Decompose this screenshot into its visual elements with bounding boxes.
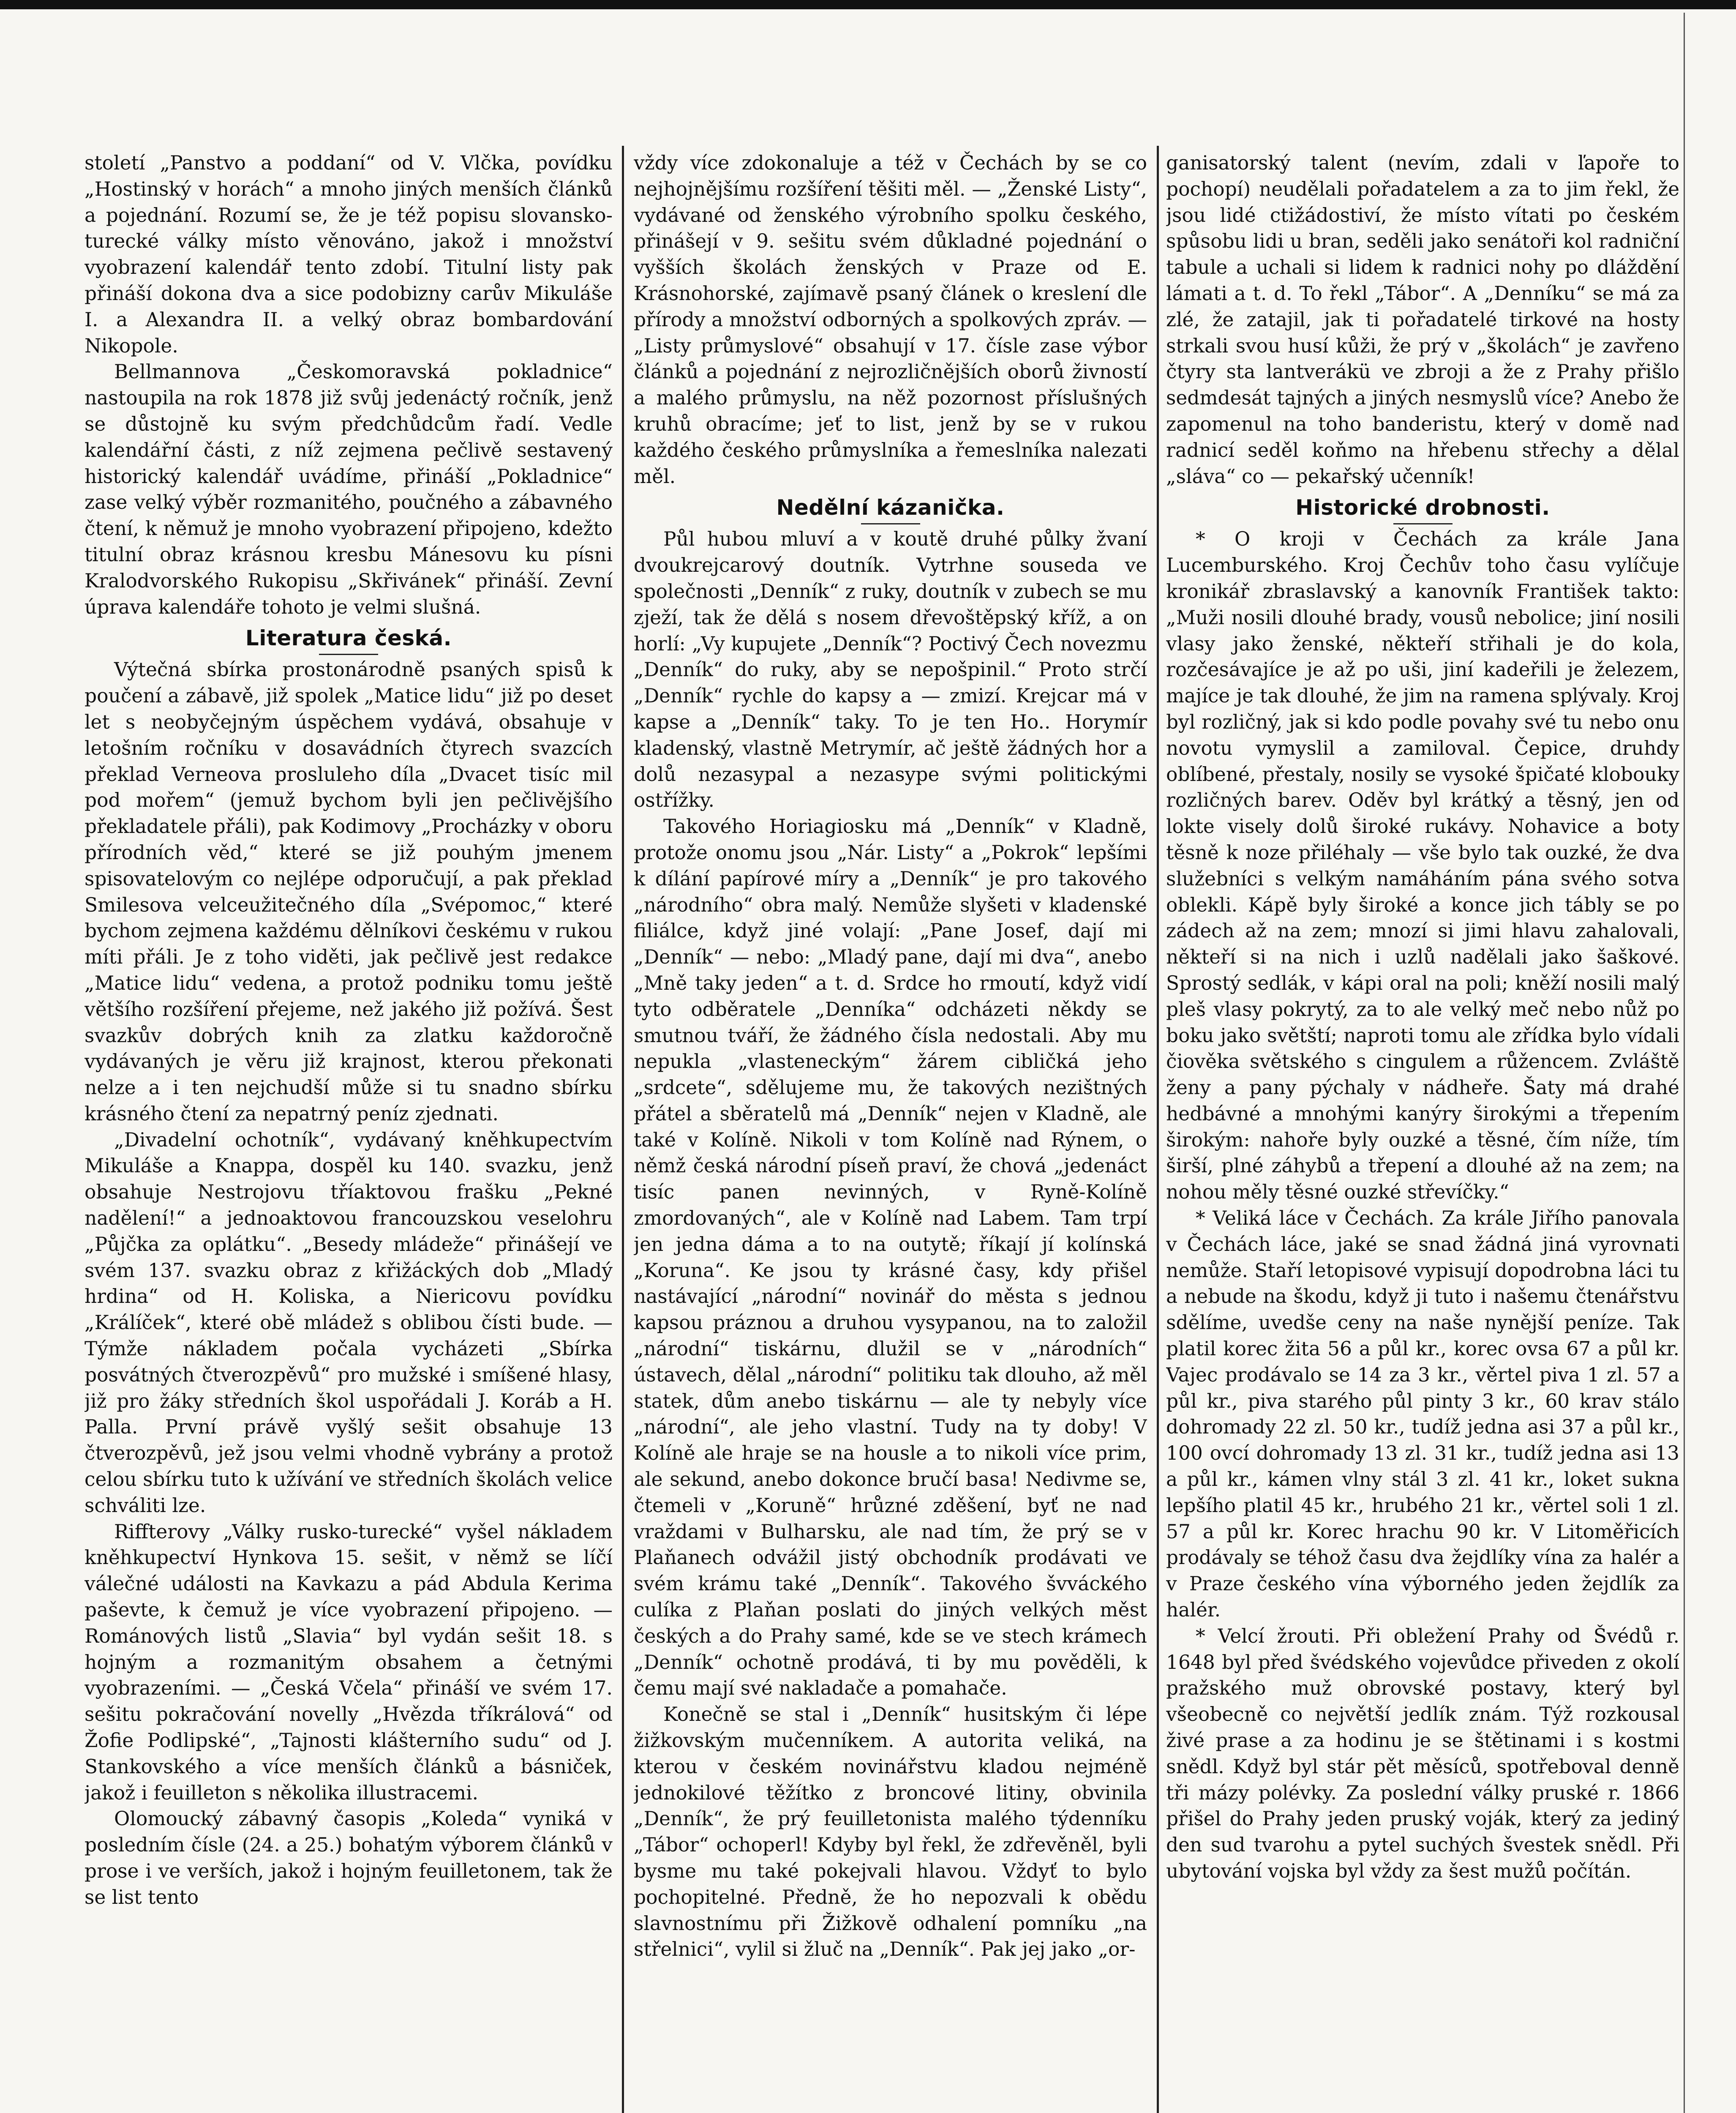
- heading-divider: [1393, 523, 1453, 524]
- article-text: Takového Horiagiosku má „Denník“ v Kladně, protože onomu jsou „Nár. Listy“ a „Pokrok“ lepšími k dílání papírové míry a „Denník“ je pro takového „národního“ obra malý. Nemůže slyšeti v kladenské filiálce, když jiné volají: „Pane Josef, dají mi „Denník“ — nebo: „Mladý pane, dají mi dva“, anebo „Mně taky jeden“ a t. d. Srdce ho rmoutí, když vidí tyto odběratele „Denníka“ odcházeti někdy se smutnou tváří, že žádného čísla nedostali. Aby mu nepukla „vlasteneckým“ žárem cibličká jeho „srdcete“, sdělujeme mu, že takových nezištných přátel a sběratelů má „Denník“ nejen v Kladně, ale také v Kolíně. Nikoli v tom Kolíně nad Rýnem, o němž česká národní píseň praví, že chová „jedenáct tisíc panen nevinných, v Ryně-Kolíně zmordovaných“, ale v Kolíně nad Labem. Tam trpí jen jedna dáma a to na outytě; říkají jí kolínská „Koruna“. Ke jsou ty krásné časy, kdy přišel nastávající „národní“ novinář do města s jednou kapsou práznou a druhou vysypanou, na to založil „národní“ tiskárnu, dlužil se v „národních“ ústavech, dělal „národní“ politiku tak dlouho, až měl statek, dům anebo tiskárnu — ale ty nebyly více „národní“, ale jeho vlastní. Tudy na ty doby! V Kolíně ale hraje se na housle a to nikoli více prim, ale sekund, anebo dokonce bručí basa! Nedivme se, čtemeli v „Koruně“ hrůzné zděšení, byť ne nad vraždami v Bulharsku, ale nad tím, že prý se v Plaňanech odvážil jistý obchodník prodávati ve svém krámu také „Denník“. Takového švváckého culíka z Plaňan poslati do jiných velkých měst českých a do Prahy samé, kde se ve stech krámech „Denník“ ochotně prodává, ti by mu pověděli, k čemu mají své nakladače a pomahače.: [634, 815, 1147, 1700]
- article-text: Půl hubou mluví a v koutě druhé půlky žvaní dvoukrejcarový doutník. Vytrhne souseda ve společnosti „Denník“ z ruky, doutník v zubech se mu zježí, tak že dělá s nosem dřevoštěpský kříž, a on horlí: „Vy kupujete „Denník“? Poctivý Čech novezmu „Denník“ do ruky, aby se nepošpinil.“ Proto strčí „Denník“ rychle do kapsy a — zmizí. Krejcar má v kapse a „Denník“ taky. To je ten Ho.. Horymír kladenský, vlastně Metrymír, ač ještě žádných hor a dolů nezasypal a nezasype svými politickými ostřížky.: [634, 528, 1147, 812]
- article-text: Výtečná sbírka prostonárodně psaných spisů k poučení a zábavě, již spolek „Matice lidu“ již po deset let s neobyčejným úspěchem vydává, obsahuje v letošním ročníku v dosavádních čtyrech svazcích překlad Verneova prosluleho díla „Dvacet tisíc mil pod mořem“ (jemuž bychom byli jen pečlivějšího překladatele přáli), pak Kodimovy „Procházky v oboru přírodních věd,“ které se již pouhým jmenem spisovatelovým co nejlépe odporučují, a pak překlad Smilesova velceužitečného díla „Svépomoc,“ které bychom zejmena každému dělníkovi českému v rukou míti přáli. Je z toho viděti, jak pečlivě jest redakce „Matice lidu“ vedena, a protož podniku tomu ještě většího rozšíření přejeme, než jakého již požívá. Šest svazkův dobrých knih za zlatku každoročně vydávaných je věru již krajnost, kterou překonati nelze a i ten nejchudší může si tu snadno sbírku krásného čtení za nepatrný peníz zjednati.: [84, 658, 613, 1125]
- article-text: Olomoucký zábavný časopis „Koleda“ vyniká v posledním čísle (24. a 25.) bohatým výborem článků v prose i ve verších, jakož i hojným feuilletonem, tak že se list tento: [84, 1807, 613, 1908]
- section-heading: Nedělní kázanička.: [776, 495, 1005, 520]
- article-text: Riffterovy „Války rusko-turecké“ vyšel nákladem kněhkupectví Hynkova 15. sešit, v němž se líčí válečné události na Kavkazu a pád Abdula Kerima paševte, k čemuž je více vyobrazení připojeno. — Románových listů „Slavia“ byl vydán sešit 18. s hojným a rozmanitým obsahem a četnými vyobrazeními. — „Česká Včela“ přináší ve svém 17. sešitu pokračování novelly „Hvězda tříkrálová“ od Žofie Podlipské“, „Tajnosti klášterního sudu“ od J. Stankovského a více menších článků a básniček, jakož i feuilleton s několika illustracemi.: [84, 1520, 613, 1804]
- page-edge: [1684, 13, 1685, 2113]
- column-rule: [1157, 146, 1159, 2113]
- column-right: [1166, 150, 1679, 2113]
- top-edge: [0, 0, 1736, 9]
- column-left: [84, 150, 613, 2113]
- article-text: * Veliká láce v Čechách. Za krále Jiřího panovala v Čechách láce, jaké se snad žádná jiná vyrovnati nemůže. Staří letopisové vypisují dopodrobna láci tu a nebude na škodu, když ji tuto i našemu čtenářstvu sdělíme, uvedše ceny na naše nynější peníze. Tak platil korec žita 56 a půl kr., korec ovsa 67 a půl kr. Vajec prodávalo se 14 za 3 kr., věrtel piva 1 zl. 57 a půl kr., piva starého půl pinty 3 kr., 60 krav stálo dohromady 22 zl. 50 kr., tudíž jedna asi 37 a půl kr., 100 ovcí dohromady 13 zl. 31 kr., tudíž jedna asi 13 a půl kr., kámen vlny stál 3 zl. 41 kr., loket sukna lepšího platil 45 kr., hrubého 21 kr., věrtel soli 1 zl. 57 a půl kr. Korec hrachu 90 kr. V Litoměřicích prodávaly se téhož času dva žejdlíky vína za halér a v Praze českého vína výborného jeden žejdlík za halér.: [1166, 1207, 1679, 1622]
- article-text: * O kroji v Čechách za krále Jana Lucemburského. Kroj Čechův toho času vylíčuje kronikář zbraslavský a kanovník František takto: „Muži nosili dlouhé brady, vousů nebolice; jiní nosili vlasy jako ženské, někteří střihali je do kola, rozčesávajíce je až po uši, jiní kadeřili je železem, majíce je tak dlouhé, že jim na ramena splývaly. Kroj byl rozličný, jak si kdo podle povahy své tu nebo onu novotu vymyslil a zamiloval. Čepice, druhdy oblíbené, přestaly, nosily se vysoké špičaté klobouky rozličných barev. Oděv byl krátký a těsný, jen od lokte visely dolů široké rukávy. Nohavice a boty těsně k noze přiléhaly — vše bylo tak ouzké, že dva služebníci s velkým namáháním pána svého sotva oblekli. Kápě byly široké a konce jich tábly se po zádech až na zem; mnozí si jimi hlavu zahalovali, někteří si na nich i uzlů nadělali jako šaškové. Sprostý sedlák, v kápi oral na poli; kněží nosili malý pleš vlasy pokrytý, za to ale velký meč nebo nůž po boku jako světští; naproti tomu ale zřídka bylo vídali čiověka světského s cingulem a růžencem. Zvláště ženy a pany pýchaly v nádheře. Šaty má drahé hedbávné a mnohými kanýry širokými a třepením širokým: nahoře byly ouzké a těsné, čím níže, tím širší, plné záhybů a třepení a dlouhé až na zem; na nohou měly těsné ouzké střevíčky.“: [1166, 528, 1679, 1204]
- heading-divider: [861, 523, 920, 524]
- article-text: Konečně se stal i „Denník“ husitským či lépe žižkovským mučenníkem. A autorita veliká, na kterou v českém novinářstvu kladou nejméně jednokilové těžítko z broncové litiny, obvinila „Denník“, že prý feuilletonista malého týdenníku „Tábor“ ochoperl! Kdyby byl řekl, že zdřevěněl, byli bysme mu také pokejvali hlavou. Vždyť to bylo pochopitelné. Předně, že ho nepozvali k obědu slavnostnímu při Žižkově odhalení pomníku „na střelnici“, vylil si žluč na „Denník“. Pak jej jako „or-: [634, 1703, 1147, 1961]
- column-middle: [634, 150, 1147, 2113]
- heading-divider: [319, 654, 378, 655]
- section-heading: Historické drobnosti.: [1295, 495, 1550, 520]
- column-rule: [622, 146, 624, 2113]
- article-text: Bellmannova „Českomoravská pokladnice“ nastoupila na rok 1878 již svůj jedenáctý ročník, jenž se důstojně ku svým předchůdcům řadí. Vedle kalendářní části, z níž zejmena pečlivě sestavený historický kalendář uvádíme, přináší „Pokladnice“ zase velký výběr rozmanitého, poučného a zábavného čtení, k němuž je mnoho vyobrazení připojeno, kdežto titulní obraz krásnou kresbu Mánesovu ku písni Kralodvorského Rukopisu „Skřivánek“ přináší. Zevní úprava kalendáře tohoto je velmi slušná.: [84, 360, 613, 618]
- section-heading: Literatura česká.: [245, 626, 452, 651]
- article-text: ganisatorský talent (nevím, zdali v ľapoře to pochopí) neudělali pořadatelem a za to jim řekl, že jsou lidé ctižádostiví, že místo vítati po českém spůsobu lidi u bran, seděli jako senátoři kol radniční tabule a uchali si lidem k radnici nohy po dláždění lámati a t. d. To řekl „Tábor“. A „Denníku“ se má za zlé, že zatajil, jak ti pořadatelé tirkové na hosty strkali svou husí kůži, že prý v „školách“ je zavřeno čtyry sta lantverákü ve zbroji a že z Prahy přišlo sedmdesát tajných a jiných nesmyslů více? Anebo že zapomenul na toho banderistu, který v domě nad radnicí seděl koňmo na hřebenu střechy a dělal „sláva“ co — pekařský učenník!: [1166, 152, 1679, 488]
- article-text: „Divadelní ochotník“, vydávaný kněhkupectvím Mikuláše a Knappa, dospěl ku 140. svazku, jenž obsahuje Nestrojovu tříaktovou frašku „Pekné nadělení!“ a jednoaktovou francouzskou veselohru „Půjčka za oplátku“. „Besedy mládeže“ přinášejí ve svém 137. svazku obraz z křižáckých dob „Mladý hrdina“ od H. Koliska, a Niericovu povídku „Králíček“, které obě mládež s oblibou čísti bude. — Týmže nákladem počala vycházeti „Sbírka posvátných čtverozpěvů“ pro mužské i smíšené hlasy, již pro žáky středních škol uspořádali J. Koráb a H. Palla. První právě vyšlý sešit obsahuje 13 čtverozpěvů, jež jsou velmi vhodně vybrány a protož celou sbírku tuto k užívání ve středních školách velice schváliti lze.: [84, 1128, 613, 1517]
- article-text: vždy více zdokonaluje a též v Čechách by se co nejhojnějšímu rozšíření těšiti měl. — „Ženské Listy“, vydávané od ženského výrobního spolku českého, přinášejí v 9. sešitu svém důkladné pojednání o vyšších školách ženských v Praze od E. Krásnohorské, zajímavě psaný článek o kreslení dle přírody a množství odborných a spolkových zpráv. — „Listy průmyslové“ obsahují v 17. čísle zase výbor článků a pojednání z nejrozličnějších oborů živností a malého průmyslu, na něž pozornost příslušných kruhů obracíme; jeť to list, jenž by se v rukou každého českého průmyslníka a řemeslníka nalezati měl.: [634, 152, 1147, 488]
- article-text: * Velcí žrouti. Při obležení Prahy od Švédů r. 1648 byl před švédského vojevůdce přiveden z okolí pražského muž obrovské postavy, který byl všeobecně co největší jedlík znám. Týž rozkousal živé prase a za hodinu je se štětinami i s kostmi snědl. Když byl stár pět měsíců, spotřeboval denně tři mázy polévky. Za poslední války pruské r. 1866 přišel do Prahy jeden pruský voják, který za jediný den sud tvarohu a pytel suchých švestek snědl. Při ubytování vojska byl vždy za šest mužů počítán.: [1166, 1624, 1679, 1882]
- article-text: století „Panstvo a poddaní“ od V. Vlčka, povídku „Hostinský v horách“ a mnoho jiných menších článků a pojednání. Rozumí se, že je též popisu slovansko-turecké války místo věnováno, jakož i množství vyobrazení kalendář tento zdobí. Titulní listy pak přináší dokona dva a sice podobizny carův Mikuláše I. a Alexandra II. a velký obraz bombardování Nikopole.: [84, 152, 613, 357]
